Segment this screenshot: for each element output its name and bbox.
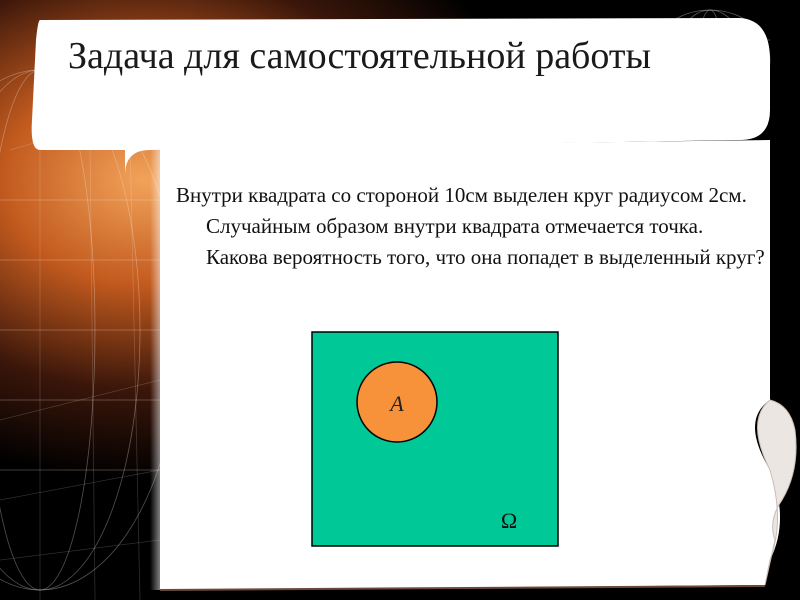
problem-text: Внутри квадрата со стороной 10см выделен круг радиусом 2см. Случайным образом внутри квадрата отмечается точка. Какова вероятность того, что она попадет в выделенный круг? (176, 183, 765, 269)
probability-diagram (311, 331, 559, 547)
square-omega (312, 332, 558, 546)
square-label: Ω (500, 508, 518, 533)
circle-label: A (390, 391, 404, 416)
panel-edge-fade (150, 150, 170, 590)
slide-title: Задача для самостоятельной работы (68, 35, 652, 77)
